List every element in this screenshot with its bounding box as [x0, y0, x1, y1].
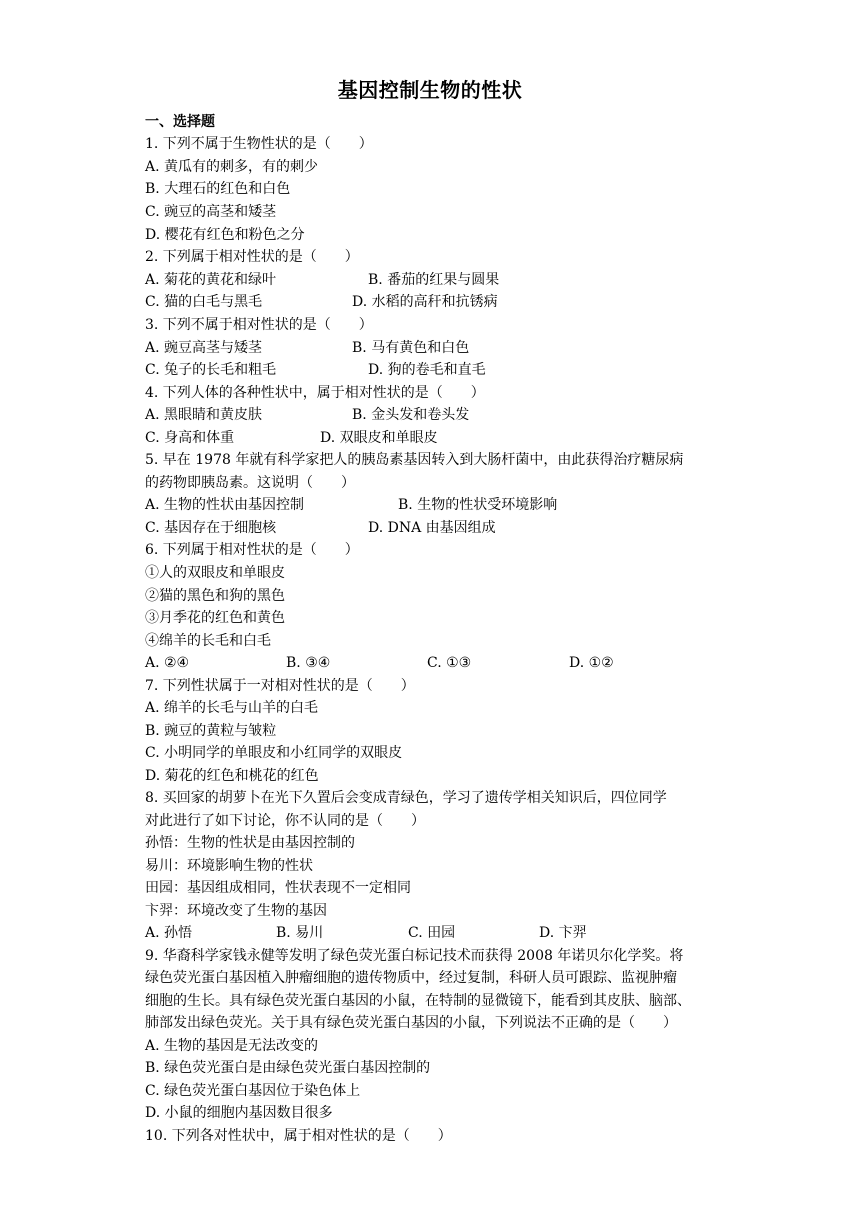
question-9-stem-line-3: 细胞的生长。具有绿色荧光蛋白基因的小鼠，在特制的显微镜下，能看到其皮肤、脑部、 — [145, 993, 691, 1009]
question-4-option-b: B. 金头发和卷头发 — [352, 407, 470, 423]
question-9-option-b: B. 绿色荧光蛋白是由绿色荧光蛋白基因控制的 — [145, 1060, 431, 1076]
question-7-option-a: A. 绵羊的长毛与山羊的白毛 — [145, 700, 319, 716]
question-4-option-a: A. 黑眼睛和黄皮肤 — [145, 407, 263, 423]
page-title: 基因控制生物的性状 — [337, 78, 523, 102]
question-8-option-d: D. 卞羿 — [539, 925, 587, 941]
question-2-option-a: A. 菊花的黄花和绿叶 — [145, 272, 277, 288]
question-6-stem: 6. 下列属于相对性状的是（ ） — [145, 542, 359, 558]
question-7-option-b: B. 豌豆的黄粒与皱粒 — [145, 723, 277, 739]
question-6-item-3: ③月季花的红色和黄色 — [145, 610, 285, 626]
question-5-option-b: B. 生物的性状受环境影响 — [398, 497, 558, 513]
question-6-option-a: A. ②④ — [145, 655, 190, 671]
question-6-item-2: ②猫的黑色和狗的黑色 — [145, 588, 285, 604]
question-5-option-c: C. 基因存在于细胞核 — [145, 520, 277, 536]
question-4-stem: 4. 下列人体的各种性状中，属于相对性状的是（ ） — [145, 385, 485, 401]
question-8-statement-2: 易川：环境影响生物的性状 — [145, 858, 313, 874]
question-8-stem-line-1: 8. 买回家的胡萝卜在光下久置后会变成青绿色，学习了遗传学相关知识后，四位同学 — [145, 790, 667, 806]
question-10-stem: 10. 下列各对性状中，属于相对性状的是（ ） — [145, 1128, 452, 1144]
question-1-option-a: A. 黄瓜有的刺多，有的刺少 — [145, 159, 319, 175]
question-4-option-c: C. 身高和体重 — [145, 430, 235, 446]
question-7-stem: 7. 下列性状属于一对相对性状的是（ ） — [145, 678, 415, 694]
question-6-item-4: ④绵羊的长毛和白毛 — [145, 633, 271, 649]
question-3-option-a: A. 豌豆高茎与矮茎 — [145, 340, 263, 356]
question-2-option-b: B. 番茄的红果与圆果 — [368, 272, 500, 288]
question-8-stem-line-2: 对此进行了如下讨论，你不认同的是（ ） — [145, 813, 425, 829]
question-5-stem-line-2: 的药物即胰岛素。这说明（ ） — [145, 475, 355, 491]
question-2-option-c: C. 猫的白毛与黑毛 — [145, 294, 263, 310]
question-5-option-a: A. 生物的性状由基因控制 — [145, 497, 305, 513]
question-8-statement-4: 卞羿：环境改变了生物的基因 — [145, 903, 327, 919]
question-9-option-a: A. 生物的基因是无法改变的 — [145, 1038, 319, 1054]
question-1-option-c: C. 豌豆的高茎和矮茎 — [145, 204, 277, 220]
question-9-stem-line-2: 绿色荧光蛋白基因植入肿瘤细胞的遗传物质中，经过复制，科研人员可跟踪、监视肿瘤 — [145, 970, 677, 986]
question-2-stem: 2. 下列属于相对性状的是（ ） — [145, 249, 359, 265]
question-1-option-b: B. 大理石的红色和白色 — [145, 181, 291, 197]
question-4-option-d: D. 双眼皮和单眼皮 — [320, 430, 438, 446]
question-9-option-c: C. 绿色荧光蛋白基因位于染色体上 — [145, 1083, 361, 1099]
question-3-option-b: B. 马有黄色和白色 — [352, 340, 470, 356]
question-7-option-c: C. 小明同学的单眼皮和小红同学的双眼皮 — [145, 745, 403, 761]
section-heading: 一、选择题 — [145, 114, 215, 130]
question-8-statement-1: 孙悟：生物的性状是由基因控制的 — [145, 835, 355, 851]
question-9-stem-line-4: 肺部发出绿色荧光。关于具有绿色荧光蛋白基因的小鼠，下列说法不正确的是（ ） — [145, 1015, 677, 1031]
question-9-stem-line-1: 9. 华裔科学家钱永健等发明了绿色荧光蛋白标记技术而获得 2008 年诺贝尔化学奖。将 — [145, 948, 684, 964]
question-8-option-b: B. 易川 — [276, 925, 324, 941]
question-7-option-d: D. 菊花的红色和桃花的红色 — [145, 768, 319, 784]
question-8-option-a: A. 孙悟 — [145, 925, 193, 941]
question-5-stem-line-1: 5. 早在 1978 年就有科学家把人的胰岛素基因转入到大肠杆菌中，由此获得治疗糖尿病 — [145, 452, 684, 468]
question-3-stem: 3. 下列不属于相对性状的是（ ） — [145, 317, 373, 333]
question-1-option-d: D. 樱花有红色和粉色之分 — [145, 227, 305, 243]
question-6-item-1: ①人的双眼皮和单眼皮 — [145, 565, 285, 581]
question-2-option-d: D. 水稻的高秆和抗锈病 — [352, 294, 498, 310]
question-6-option-c: C. ①③ — [427, 655, 472, 671]
question-8-statement-3: 田园：基因组成相同，性状表现不一定相同 — [145, 880, 411, 896]
question-1-stem: 1. 下列不属于生物性状的是（ ） — [145, 136, 373, 152]
question-9-option-d: D. 小鼠的细胞内基因数目很多 — [145, 1105, 333, 1121]
question-3-option-d: D. 狗的卷毛和直毛 — [368, 362, 486, 378]
question-6-option-b: B. ③④ — [286, 655, 331, 671]
question-8-option-c: C. 田园 — [408, 925, 456, 941]
question-6-option-d: D. ①② — [569, 655, 614, 671]
question-3-option-c: C. 兔子的长毛和粗毛 — [145, 362, 277, 378]
question-5-option-d: D. DNA 由基因组成 — [368, 520, 496, 536]
